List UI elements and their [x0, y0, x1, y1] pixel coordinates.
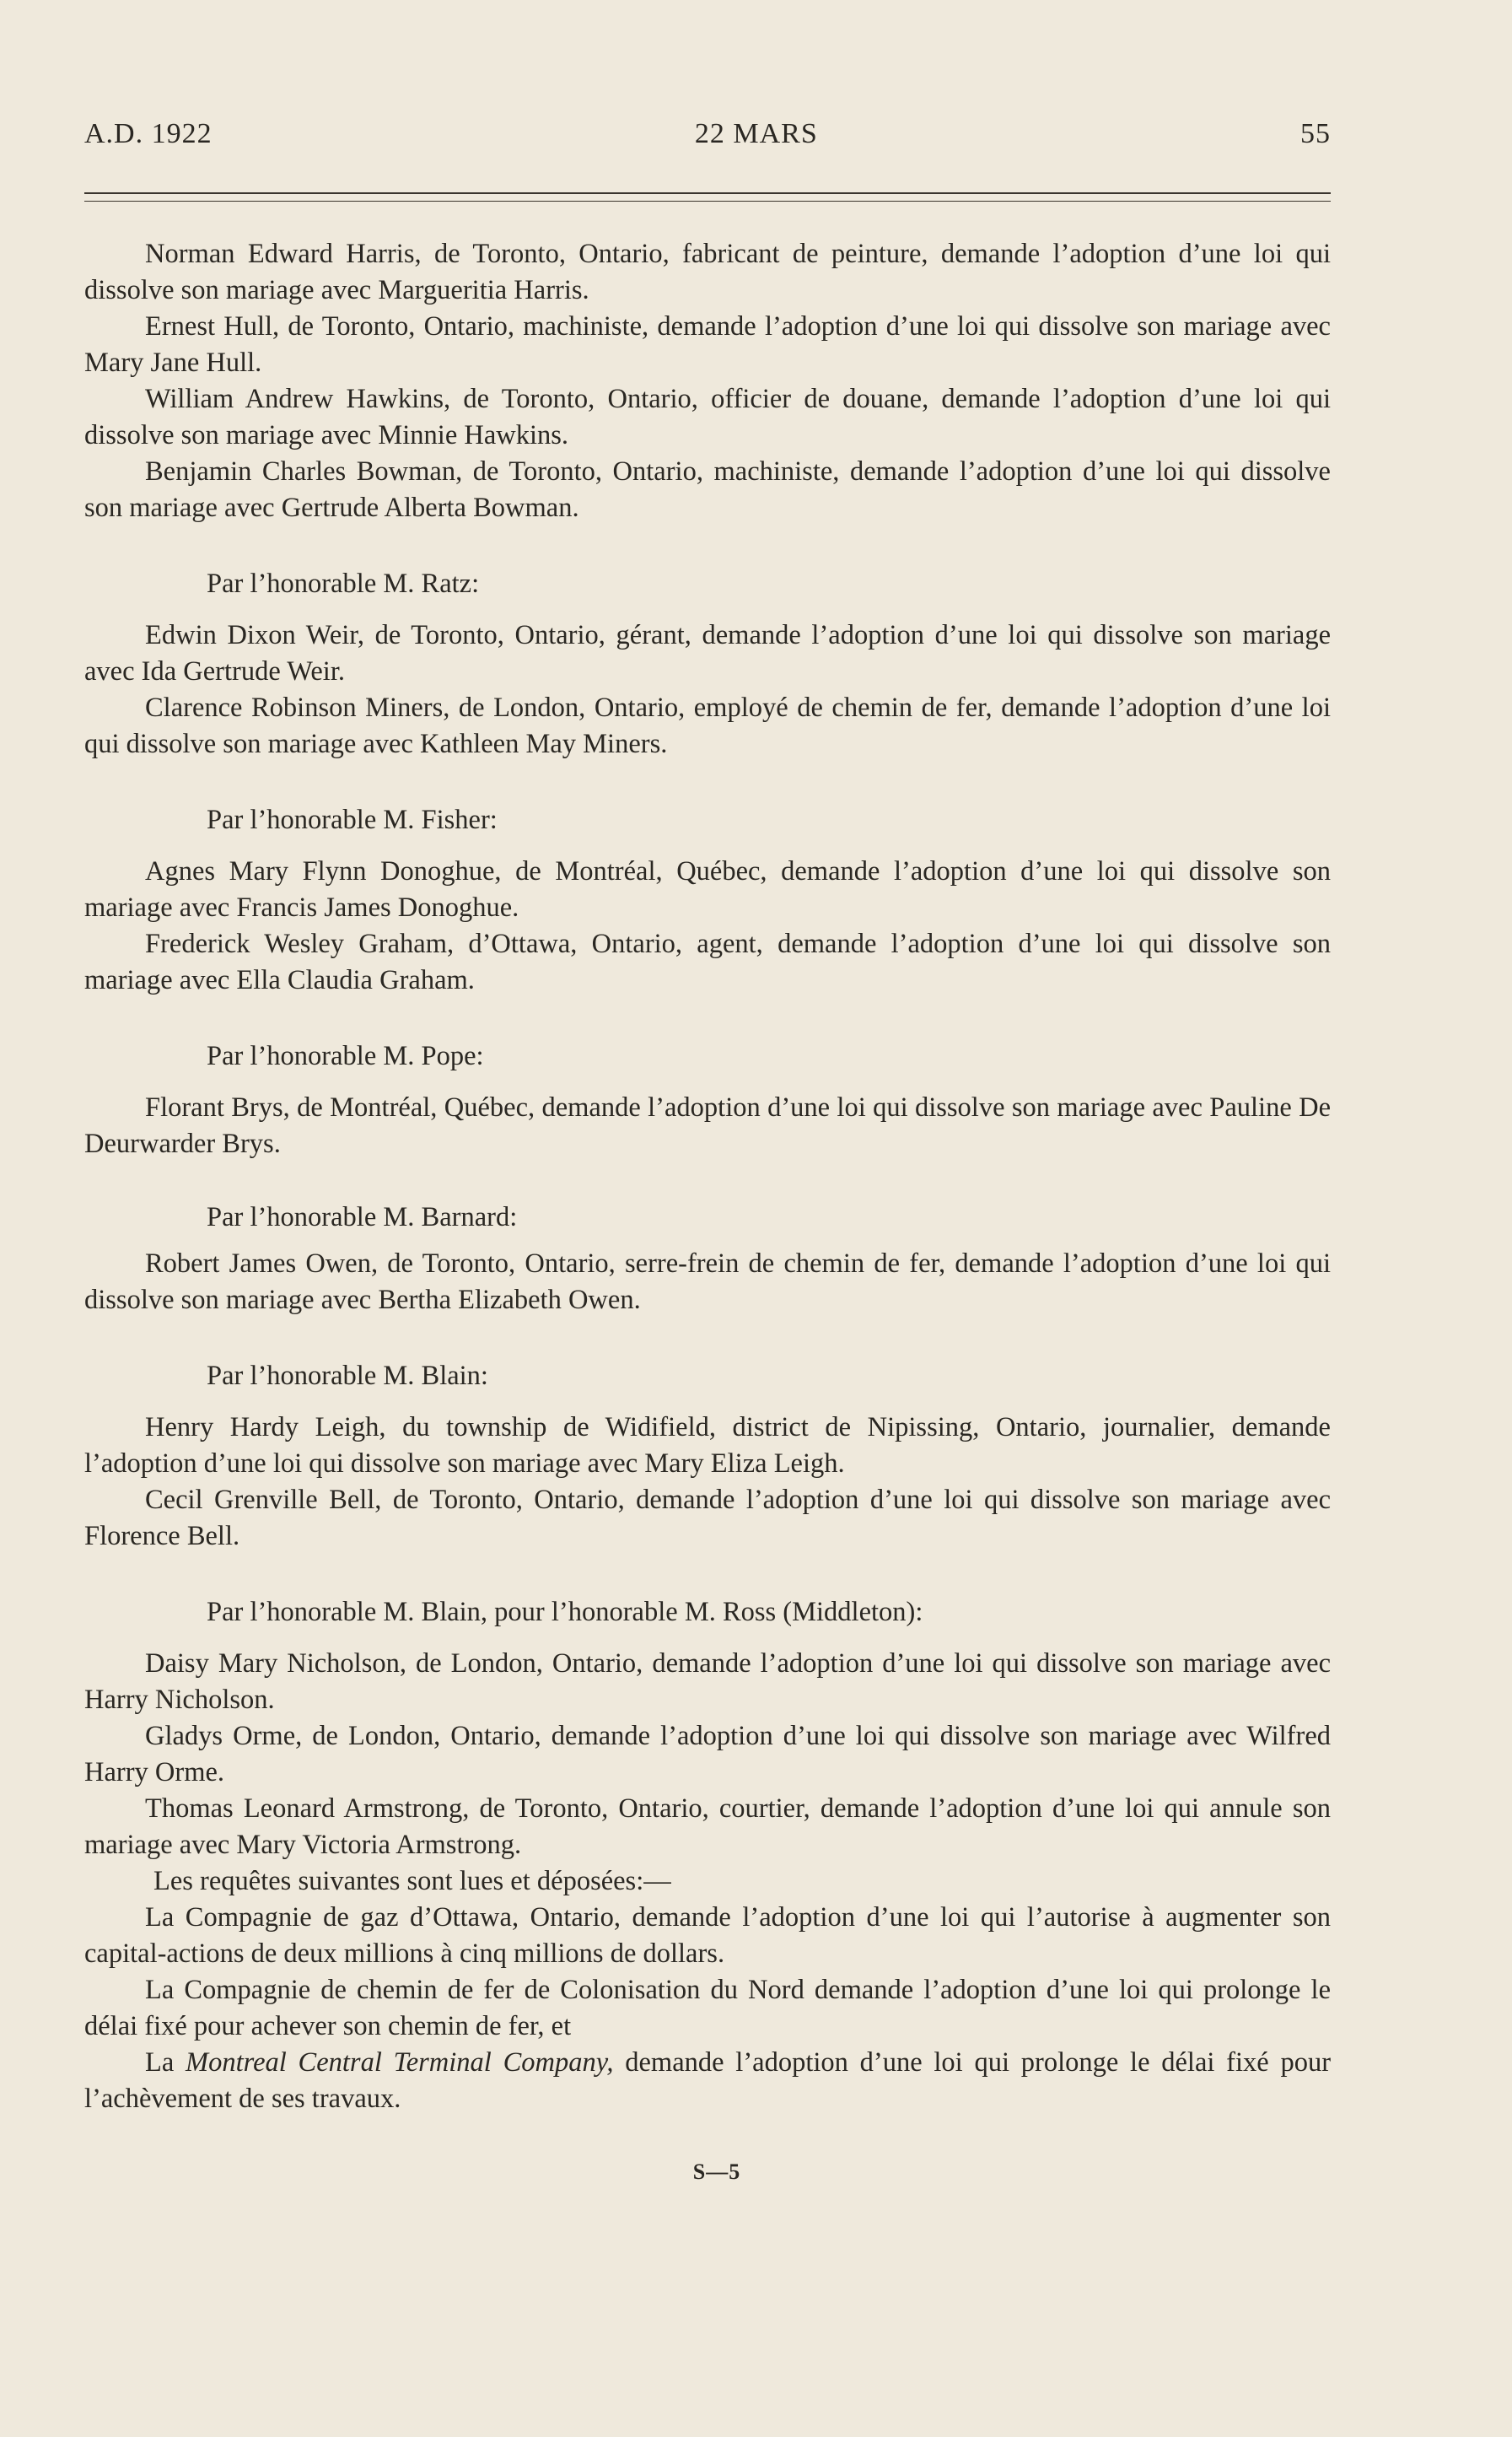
paragraph: Norman Edward Harris, de Toronto, Ontario, fabricant de peinture, demande l’adoption d’une loi qui dissolve son mariage avec Margueritia Harris. — [84, 239, 1331, 305]
paragraph: Clarence Robinson Miners, de London, Ontario, employé de chemin de fer, demande l’adoption d’une loi qui dissolve son mariage avec Kathleen May Miners. — [84, 693, 1331, 759]
paragraph: La Compagnie de gaz d’Ottawa, Ontario, demande l’adoption d’une loi qui l’autorise à augmenter son capital-actions de deux millions à cinq millions de dollars. — [84, 1902, 1331, 1969]
paragraph — [84, 2045, 1331, 2117]
petitions-intro: Les requêtes suivantes sont lues et déposées:— — [153, 1866, 671, 1896]
paragraph: Agnes Mary Flynn Donoghue, de Montréal, Québec, demande l’adoption d’une loi qui dissolve son mariage avec Francis James Donoghue. — [84, 856, 1331, 923]
section-blain — [84, 1358, 1331, 1555]
section-intro: Par l’honorable M. Barnard: — [207, 1202, 518, 1232]
paragraph: Florant Brys, de Montréal, Québec, demande l’adoption d’une loi qui dissolve son mariage avec Pauline De Deurwarder Brys. — [84, 1092, 1331, 1159]
section-intro: Par l’honorable M. Blain: — [207, 1361, 488, 1391]
page-body — [84, 236, 1331, 2117]
section-ratz — [84, 566, 1331, 763]
paragraph: Daisy Mary Nicholson, de London, Ontario, demande l’adoption d’une loi qui dissolve son mariage avec Harry Nicholson. — [84, 1648, 1331, 1715]
header-date: 22 MARS — [694, 118, 818, 149]
section-blain-for-ross — [84, 1594, 1331, 1863]
signature-mark: S—5 — [692, 2159, 741, 2184]
paragraph: Benjamin Charles Bowman, de Toronto, Ontario, machiniste, demande l’adoption d’une loi qui dissolve son mariage avec Gertrude Alberta Bowman. — [84, 456, 1331, 523]
section-intro: Par l’honorable M. Blain, pour l’honorable M. Ross (Middleton): — [207, 1597, 923, 1627]
section-intro: Par l’honorable M. Ratz: — [207, 569, 480, 599]
section-intro: Par l’honorable M. Fisher: — [207, 805, 498, 835]
paragraph: La Compagnie de chemin de fer de Colonisation du Nord demande l’adoption d’une loi qui prolonge le délai fixé pour achever son chemin de fer, et — [84, 1975, 1331, 2041]
paragraph: Gladys Orme, de London, Ontario, demande l’adoption d’une loi qui dissolve son mariage avec Wilfred Harry Orme. — [84, 1721, 1331, 1787]
paragraph: Thomas Leonard Armstrong, de Toronto, Ontario, courtier, demande l’adoption d’une loi qui annule son mariage avec Mary Victoria Armstrong. — [84, 1793, 1331, 1860]
paragraph-prefix: La — [145, 2047, 186, 2078]
paragraph: William Andrew Hawkins, de Toronto, Ontario, officier de douane, demande l’adoption d’une loi qui dissolve son mariage avec Minnie Hawkins. — [84, 384, 1331, 450]
paragraph: Edwin Dixon Weir, de Toronto, Ontario, gérant, demande l’adoption d’une loi qui dissolve son mariage avec Ida Gertrude Weir. — [84, 620, 1331, 687]
section-intro: Par l’honorable M. Pope: — [207, 1041, 484, 1071]
company-name-italic: Montreal Central Terminal Company, — [186, 2047, 614, 2078]
page-header — [84, 118, 1331, 150]
section-pope — [84, 1038, 1331, 1162]
header-rule-thin — [84, 201, 1331, 202]
header-year: A.D. 1922 — [84, 118, 213, 149]
header-rule-thick — [84, 192, 1331, 194]
section-petitions — [84, 1863, 1331, 2117]
section-petitions-opening — [84, 236, 1331, 526]
section-fisher — [84, 802, 1331, 999]
paragraph: Cecil Grenville Bell, de Toronto, Ontario, demande l’adoption d’une loi qui dissolve son mariage avec Florence Bell. — [84, 1485, 1331, 1551]
paragraph-suffix: demande l’adoption d’une loi qui prolonge le délai fixé pour l’achèvement de ses travaux. — [84, 2047, 1332, 2114]
page-number: 55 — [1299, 118, 1331, 149]
paragraph: Frederick Wesley Graham, d’Ottawa, Ontario, agent, demande l’adoption d’une loi qui dissolve son mariage avec Ella Claudia Graham. — [84, 929, 1331, 995]
paragraph: Henry Hardy Leigh, du township de Widifield, district de Nipissing, Ontario, journalier, demande l’adoption d’une loi qui dissolve son mariage avec Mary Eliza Leigh. — [84, 1412, 1331, 1479]
paragraph: Ernest Hull, de Toronto, Ontario, machiniste, demande l’adoption d’une loi qui dissolve son mariage avec Mary Jane Hull. — [84, 311, 1331, 378]
section-barnard — [84, 1200, 1331, 1318]
paragraph: Robert James Owen, de Toronto, Ontario, serre-frein de chemin de fer, demande l’adoption d’une loi qui dissolve son mariage avec Bertha Elizabeth Owen. — [84, 1248, 1331, 1315]
